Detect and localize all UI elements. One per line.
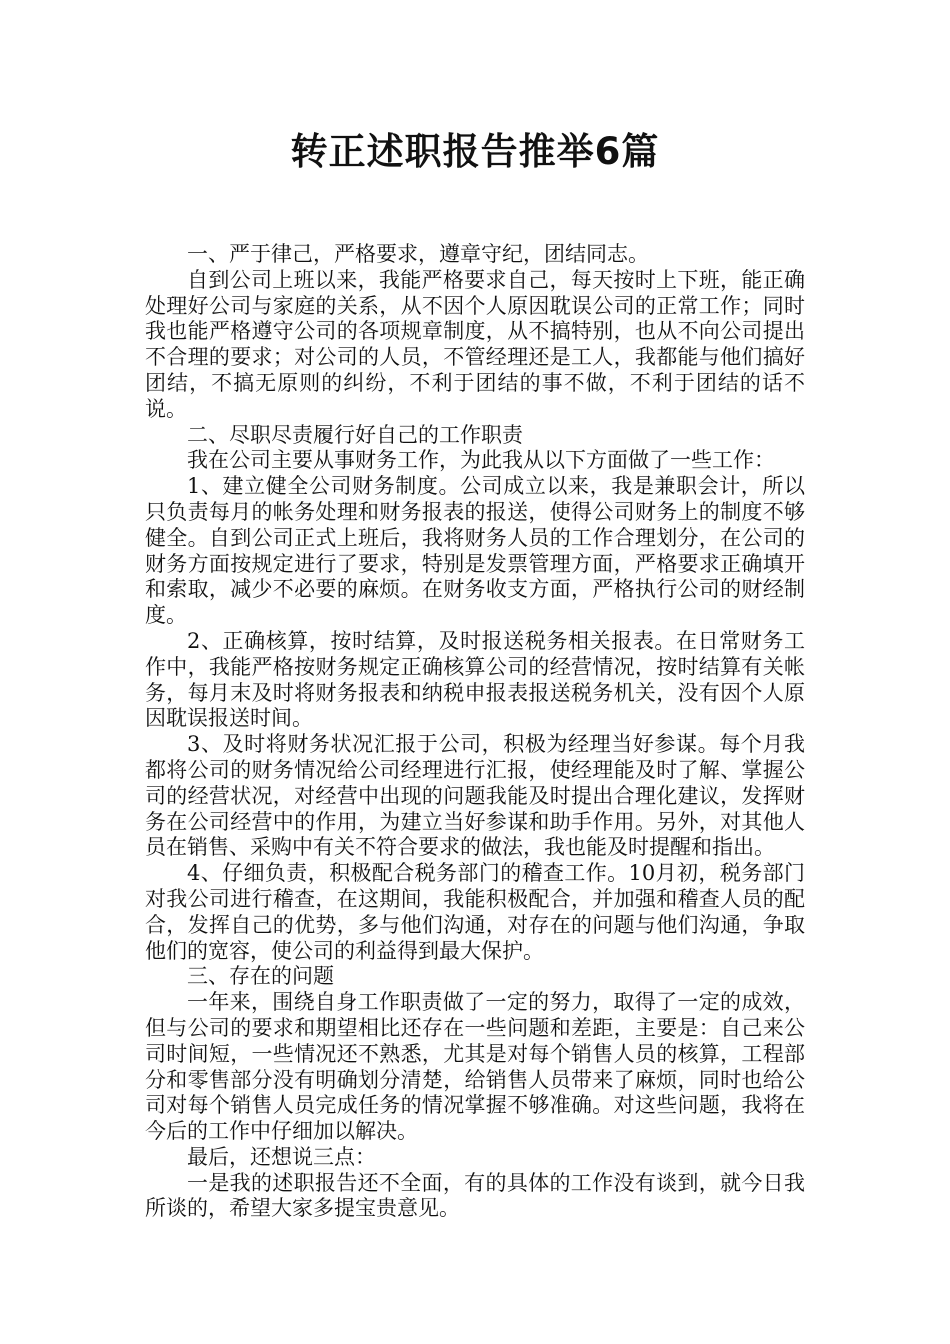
- paragraph: 一年来，围绕自身工作职责做了一定的努力，取得了一定的成效，但与公司的要求和期望相比还存在一些问题和差距，主要是：自己来公司时间短，一些情况还不熟悉，尤其是对每个销售人员的核算，工程部分和零售部分没有明确划分清楚，给销售人员带来了麻烦，同时也给公司对每个销售人员完成任务的情况掌握不够准确。对这些问题，我将在今后的工作中仔细加以解决。: [145, 990, 805, 1144]
- section-heading-2: 二、尽职尽责履行好自己的工作职责: [187, 422, 523, 447]
- paragraph: 一是我的述职报告还不全面，有的具体的工作没有谈到，就今日我所谈的，希望大家多提宝贵意见。: [145, 1170, 805, 1221]
- paragraph: 3、及时将财务状况汇报于公司，积极为经理当好参谋。每个月我都将公司的财务情况给公司经理进行汇报，使经理能及时了解、掌握公司的经营状况，对经营中出现的问题我能及时提出合理化建议，发挥财务在公司经营中的作用，为建立当好参谋和助手作用。另外，对其他人员在销售、采购中有关不符合要求的做法，我也能及时提醒和指出。: [145, 732, 805, 860]
- paragraph: 最后，还想说三点：: [187, 1144, 376, 1169]
- paragraph: 4、仔细负责，积极配合税务部门的稽查工作。10月初，税务部门对我公司进行稽查，在这期间，我能积极配合，并加强和稽查人员的配合，发挥自己的优势，多与他们沟通，对存在的问题与他们沟通，争取他们的宽容，使公司的利益得到最大保护。: [145, 861, 805, 963]
- section-heading-3: 三、存在的问题: [187, 964, 334, 989]
- paragraph: 自到公司上班以来，我能严格要求自己，每天按时上下班，能正确处理好公司与家庭的关系，从不因个人原因耽误公司的正常工作；同时我也能严格遵守公司的各项规章制度，从不搞特别，也从不向公司提出不合理的要求；对公司的人员，不管经理还是工人，我都能与他们搞好团结，不搞无原则的纠纷，不利于团结的事不做，不利于团结的话不说。: [145, 267, 805, 421]
- document-title: 转正述职报告推举6篇: [290, 130, 660, 173]
- paragraph: 1、建立健全公司财务制度。公司成立以来，我是兼职会计，所以只负责每月的帐务处理和财务报表的报送，使得公司财务上的制度不够健全。自到公司正式上班后，我将财务人员的工作合理划分，在公司的财务方面按规定进行了要求，特别是发票管理方面，严格要求正确填开和索取，减少不必要的麻烦。在财务收支方面，严格执行公司的财经制度。: [145, 474, 805, 628]
- document-body: [145, 242, 805, 1222]
- section-heading-1: 一、严于律己，严格要求，遵章守纪，团结同志。: [187, 242, 649, 266]
- paragraph: 2、正确核算，按时结算，及时报送税务相关报表。在日常财务工作中，我能严格按财务规定正确核算公司的经营情况，按时结算有关帐务，每月末及时将财务报表和纳税申报表报送税务机关，没有因个人原因耽误报送时间。: [145, 628, 805, 731]
- paragraph: 我在公司主要从事财务工作，为此我从以下方面做了一些工作：: [187, 448, 775, 473]
